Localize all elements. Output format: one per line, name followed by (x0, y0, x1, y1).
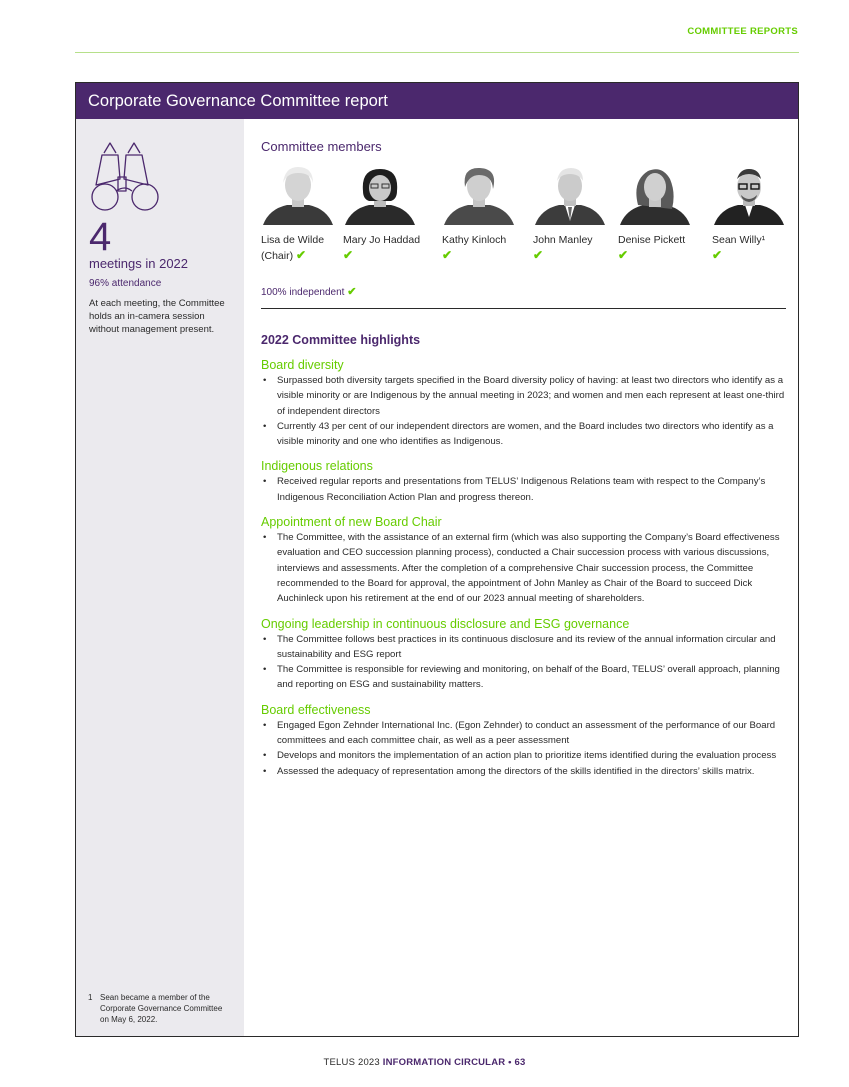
footnote-text: Sean became a member of the Corporate Governance Committee on May 6, 2022. (100, 993, 223, 1024)
member-photo (442, 165, 516, 225)
sidebar-note: At each meeting, the Committee holds an in-camera session without management present. (89, 298, 225, 335)
member-lisa-de-wilde (261, 165, 354, 264)
section-title: Board diversity (261, 358, 344, 372)
member-photo (343, 165, 417, 225)
member-name: John Manley ✔ (533, 234, 593, 262)
section-title: Ongoing leadership in continuous disclosure and ESG governance (261, 616, 630, 631)
section-disclosure-esg (261, 616, 786, 693)
member-kathy-kinloch (442, 165, 532, 264)
list-item: • Currently 43 per cent of our independent directors are women, and the Board includes two directors who identify as a visible minority and one who identifies as Indigenous. (277, 419, 786, 450)
section-divider (261, 308, 786, 309)
list-item: • Assessed the adequacy of representation among the directors of the skills identified in the directors’ skills matrix. (277, 764, 786, 779)
member-sean-willy (712, 165, 802, 264)
footnote-number: 1 (88, 993, 93, 1002)
meetings-label: meetings in 2022 (89, 256, 189, 271)
list-item: • The Committee, with the assistance of an external firm (which was also supporting the Company’s Board effectiveness evaluation and CEO succession planning process), conducted a Chair succession process with various discussions, interviews and assessments. After the completion of a comprehensive Chair succession process, the Committee recommended to the Board for approval, the appointment of John Manley as Chair of the Board to succeed Dick Auchinleck upon his retirement at the end of our 2023 annual meeting of shareholders. (277, 530, 786, 606)
check-icon: ✔ (618, 248, 629, 262)
member-photo (261, 165, 335, 225)
list-item: • The Committee follows best practices in its continuous disclosure and its review of the annual information circular and sustainability and ESG report (277, 632, 786, 663)
section-title: Appointment of new Board Chair (261, 515, 442, 530)
section-indigenous-relations (261, 458, 786, 505)
member-name: Denise Pickett ✔ (618, 234, 686, 262)
list-item: • Engaged Egon Zehnder International Inc. (Egon Zehnder) to conduct an assessment of the performance of our Board committees and each committee chair, as well as a peer assessment (277, 718, 786, 749)
attendance-rate: 96% attendance (89, 278, 162, 289)
member-name: Mary Jo Haddad ✔ (343, 234, 421, 262)
member-john-manley (533, 165, 623, 264)
member-mary-jo-haddad (343, 165, 433, 264)
member-name: Lisa de Wilde (Chair) ✔ (261, 234, 325, 262)
independence-note: 100% independent ✔ (261, 286, 357, 298)
check-icon: ✔ (442, 248, 453, 262)
top-divider (75, 52, 799, 53)
member-photo (618, 165, 692, 225)
member-photo (533, 165, 607, 225)
section-title: Indigenous relations (261, 459, 373, 474)
list-item: • Surpassed both diversity targets specified in the Board diversity policy of having: at least two directors who identify as a visible minority or are Indigenous by the annual meeting in 2023; and women and men each represent at least one-third of independent directors (277, 373, 786, 419)
check-icon: ✔ (296, 248, 307, 262)
highlights-sections (261, 357, 786, 788)
check-icon: ✔ (343, 248, 354, 262)
member-photo (712, 165, 786, 225)
committee-report-box (75, 82, 799, 1037)
list-item: • Received regular reports and presentations from TELUS’ Indigenous Relations team with respect to the Company’s Indigenous Reconciliation Action Plan and progress thereon. (277, 474, 786, 505)
report-title: Corporate Governance Committee report (76, 83, 798, 119)
page-footer: TELUS 2023 INFORMATION CIRCULAR • 63 (323, 1057, 526, 1068)
section-board-effectiveness (261, 702, 786, 779)
member-name: Kathy Kinloch ✔ (442, 234, 507, 262)
check-icon: ✔ (347, 286, 357, 298)
binoculars-icon (90, 135, 160, 215)
meetings-count: 4 (89, 215, 112, 259)
section-board-chair (261, 514, 786, 606)
sidebar (76, 119, 244, 1036)
list-item: • The Committee is responsible for reviewing and monitoring, on behalf of the Board, TELUS’ overall approach, planning and reporting on ESG and sustainability matters. (277, 662, 786, 693)
highlights-title: 2022 Committee highlights (261, 333, 421, 347)
section-board-diversity (261, 357, 786, 449)
check-icon: ✔ (712, 248, 723, 262)
section-title: Board effectiveness (261, 702, 371, 717)
footnote (88, 992, 233, 1025)
member-denise-pickett (618, 165, 708, 264)
member-name: Sean Willy¹ ✔ (712, 234, 766, 262)
check-icon: ✔ (533, 248, 544, 262)
list-item: • Develops and monitors the implementation of an action plan to prioritize items identified during the evaluation process (277, 748, 786, 763)
members-title: Committee members (261, 139, 382, 154)
section-label: COMMITTEE REPORTS (687, 26, 798, 37)
members-row (261, 165, 786, 275)
